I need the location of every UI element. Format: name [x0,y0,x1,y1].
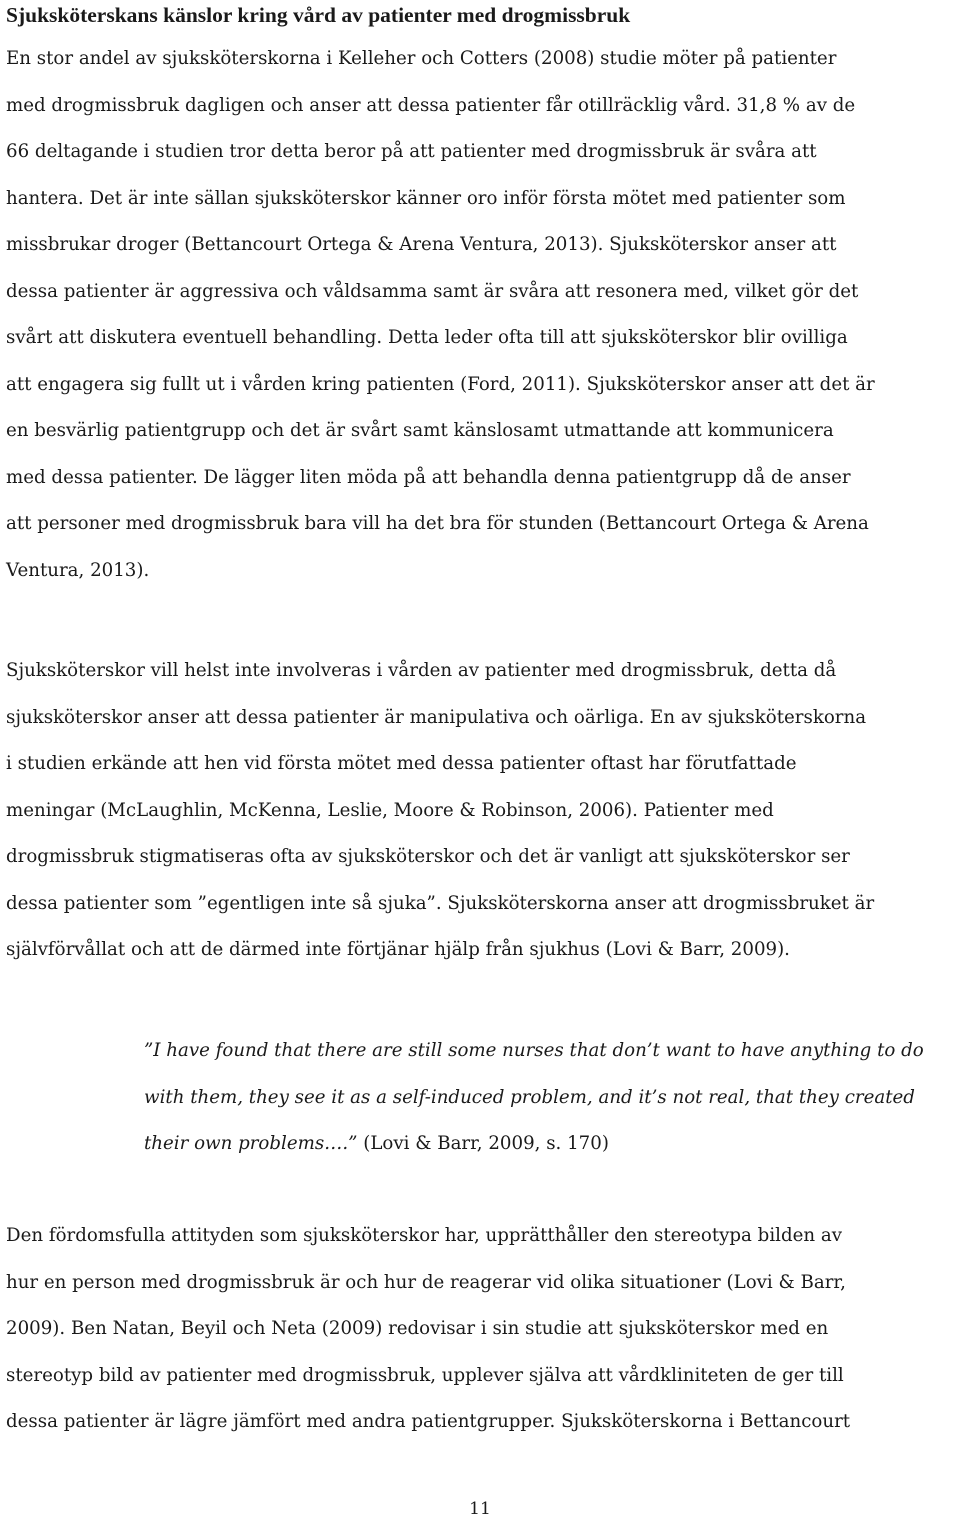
paragraph-3 [6,1213,926,1446]
quote-text: their own problems….” [144,1133,358,1154]
page-number: 11 [469,1499,491,1519]
paragraph-line: hantera. Det är inte sällan sjuksköterskor känner oro inför första mötet med patienter som [6,187,846,209]
quote-line [144,1075,934,1122]
section-heading: Sjuksköterskans känslor kring vård av patienter med drogmissbruk [6,3,631,27]
paragraph-line: stereotyp bild av patienter med drogmissbruk, upplever själva att vårdkliniteten de ger till [6,1364,844,1386]
paragraph-line: drogmissbruk stigmatiseras ofta av sjuksköterskor och det är vanligt att sjuksköterskor ser [6,846,850,867]
paragraph-line: med dessa patienter. De lägger liten möda på att behandla denna patientgrupp då de anser [6,466,851,488]
paragraph-line: sjuksköterskor anser att dessa patienter är manipulativa och oärliga. En av sjuksköterskorna [6,706,867,728]
quote-text: ”I have found that there are still some nurses that don’t want to have anything to do [144,1040,924,1061]
paragraph-line: med drogmissbruk dagligen och anser att dessa patienter får otillräcklig vård. 31,8 % av de [6,94,856,116]
paragraph-line: i studien erkände att hen vid första mötet med dessa patienter oftast har förutfattade [6,753,797,774]
paragraph-line: dessa patienter som ”egentligen inte så sjuka”. Sjuksköterskorna anser att drogmissbruket är [6,892,875,914]
quote-citation: (Lovi & Barr, 2009, s. 170) [357,1133,609,1154]
paragraph-line: att personer med drogmissbruk bara vill ha det bra för stunden (Bettancourt Ortega & Arena [6,513,869,534]
paragraph-line: svårt att diskutera eventuell behandling. Detta leder ofta till att sjuksköterskor blir ovilliga [6,327,848,348]
paragraph-line: 66 deltagande i studien tror detta beror på att patienter med drogmissbruk är svåra att [6,141,817,162]
quote-line [144,1121,934,1168]
paragraph-line: en besvärlig patientgrupp och det är svårt samt känslosamt utmattande att kommunicera [6,420,834,441]
paragraph-line: hur en person med drogmissbruk är och hur de reagerar vid olika situationer (Lovi & Barr, [6,1271,846,1293]
paragraph-line: att engagera sig fullt ut i vården kring patienten (Ford, 2011). Sjuksköterskor anser att det är [6,373,875,395]
paragraph-line: missbrukar droger (Bettancourt Ortega & Arena Ventura, 2013). Sjuksköterskor anser att [6,234,837,255]
paragraph-line: dessa patienter är lägre jämfört med andra patientgrupper. Sjuksköterskorna i Bettancourt [6,1411,851,1432]
paragraph-line: Ventura, 2013). [6,559,150,581]
paragraph-line: Sjuksköterskor vill helst inte involveras i vården av patienter med drogmissbruk, detta då [6,660,837,681]
paragraph-1 [6,36,926,594]
paragraph-line: meningar (McLaughlin, McKenna, Leslie, Moore & Robinson, 2006). Patienter med [6,799,774,821]
block-quote [144,1028,934,1168]
paragraph-line: självförvållat och att de därmed inte förtjänar hjälp från sjukhus (Lovi & Barr, 2009). [6,939,790,960]
paragraph-line: dessa patienter är aggressiva och våldsamma samt är svåra att resonera med, vilket gör det [6,280,859,302]
paragraph-line: En stor andel av sjuksköterskorna i Kelleher och Cotters (2008) studie möter på patienter [6,48,837,69]
paragraph-line: 2009). Ben Natan, Beyil och Neta (2009) redovisar i sin studie att sjuksköterskor med en [6,1318,829,1339]
paragraph-line: Den fördomsfulla attityden som sjuksköterskor har, upprätthåller den stereotypa bilden av [6,1225,842,1246]
quote-text: with them, they see it as a self-induced problem, and it’s not real, that they created [144,1086,915,1108]
quote-line [144,1028,934,1075]
paragraph-2 [6,648,926,974]
